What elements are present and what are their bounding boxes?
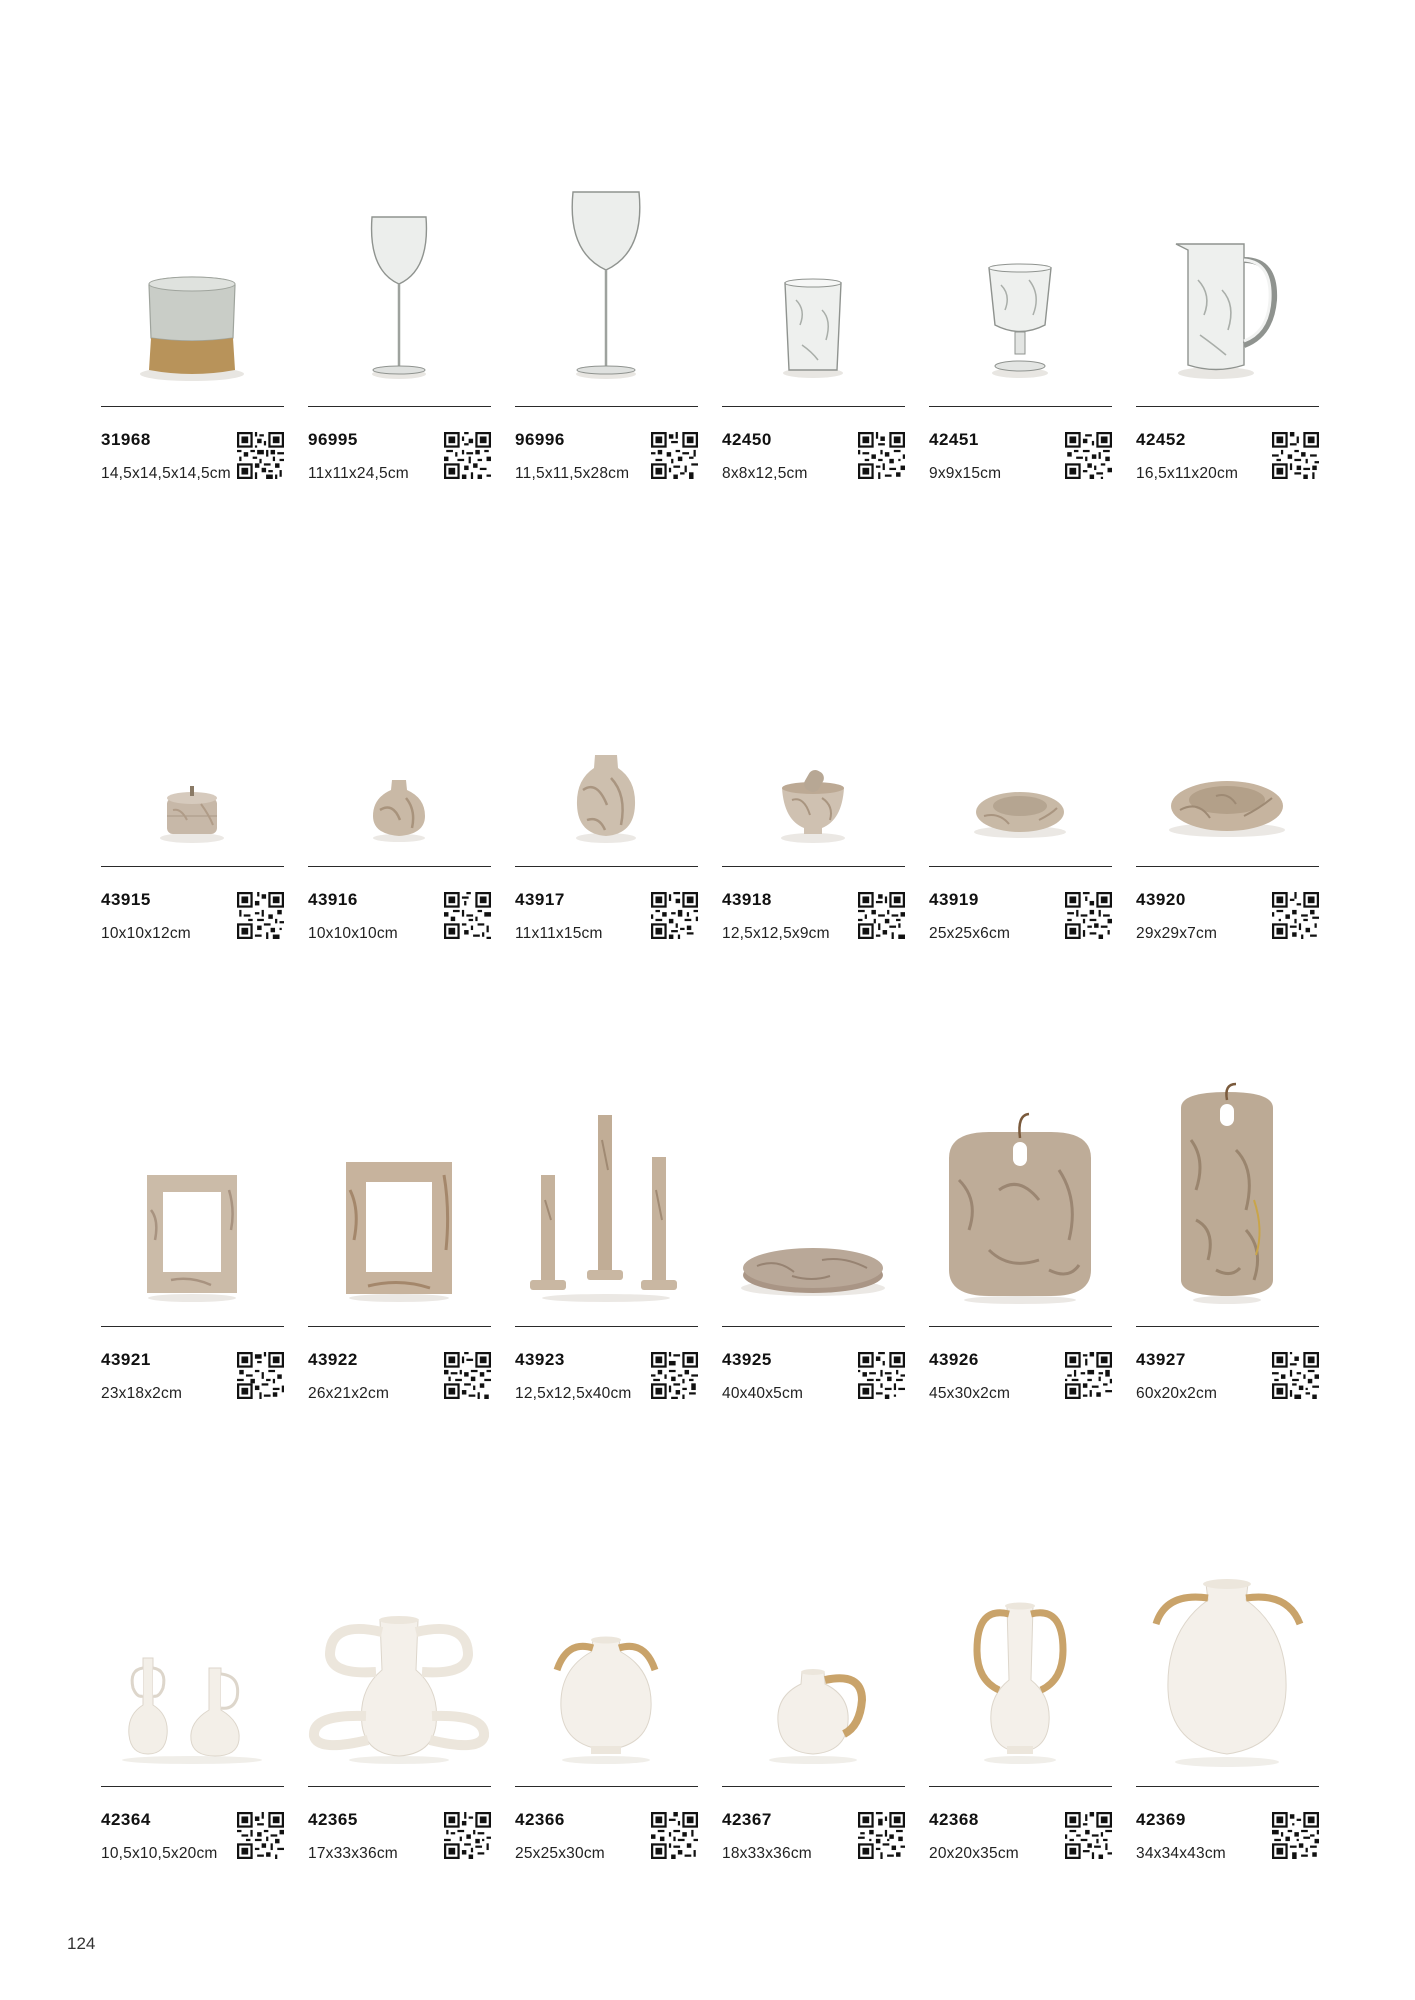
white-bud-vases-icon xyxy=(101,1540,284,1785)
product-card[interactable] xyxy=(308,1540,491,1862)
divider xyxy=(929,866,1112,867)
product-sku: 43918 xyxy=(722,890,772,909)
divider xyxy=(929,1786,1112,1787)
product-sku: 43917 xyxy=(515,890,565,909)
product-card[interactable] xyxy=(722,1080,905,1402)
product-sku: 42368 xyxy=(929,1810,979,1829)
product-card[interactable] xyxy=(308,620,491,942)
marble-candlesticks-icon xyxy=(515,1080,698,1325)
qr-code-icon[interactable] xyxy=(237,1812,284,1859)
product-dimensions: 9x9x15cm xyxy=(929,465,1002,482)
divider xyxy=(101,1786,284,1787)
divider xyxy=(929,1326,1112,1327)
qr-code-icon[interactable] xyxy=(444,1812,491,1859)
white-rattan-jug-icon xyxy=(722,1540,905,1785)
marble-mortar-pestle-icon xyxy=(722,620,905,865)
qr-code-icon[interactable] xyxy=(1272,1812,1319,1859)
product-sku: 43926 xyxy=(929,1350,979,1369)
product-card[interactable] xyxy=(929,1540,1112,1862)
product-dimensions: 11x11x24,5cm xyxy=(308,465,409,482)
product-sku: 43923 xyxy=(515,1350,565,1369)
divider xyxy=(1136,866,1319,867)
product-card[interactable] xyxy=(515,1540,698,1862)
white-handled-vase-icon xyxy=(308,1540,491,1785)
divider xyxy=(308,1786,491,1787)
product-dimensions: 45x30x2cm xyxy=(929,1385,1011,1402)
product-sku: 42365 xyxy=(308,1810,358,1829)
product-card[interactable] xyxy=(722,1540,905,1862)
product-dimensions: 29x29x7cm xyxy=(1136,925,1218,942)
marble-cutting-board-icon xyxy=(929,1080,1112,1325)
divider xyxy=(101,1326,284,1327)
product-dimensions: 12,5x12,5x40cm xyxy=(515,1385,632,1402)
product-dimensions: 25x25x30cm xyxy=(515,1845,605,1862)
product-dimensions: 40x40x5cm xyxy=(722,1385,804,1402)
qr-code-icon[interactable] xyxy=(1272,432,1319,479)
divider xyxy=(929,406,1112,407)
marble-vase-icon xyxy=(515,620,698,865)
divider xyxy=(308,866,491,867)
qr-code-icon[interactable] xyxy=(1065,892,1112,939)
product-dimensions: 10x10x12cm xyxy=(101,925,191,942)
product-dimensions: 26x21x2cm xyxy=(308,1385,390,1402)
product-sku: 42366 xyxy=(515,1810,565,1829)
product-sku: 43927 xyxy=(1136,1350,1186,1369)
product-dimensions: 10,5x10,5x20cm xyxy=(101,1845,218,1862)
divider xyxy=(101,406,284,407)
marble-serving-board-icon xyxy=(1136,1080,1319,1325)
qr-code-icon[interactable] xyxy=(1272,1352,1319,1399)
product-sku: 96995 xyxy=(308,430,358,449)
marble-lidded-box-icon xyxy=(101,620,284,865)
qr-code-icon[interactable] xyxy=(651,1812,698,1859)
product-sku: 42367 xyxy=(722,1810,772,1829)
product-sku: 43915 xyxy=(101,890,151,909)
product-sku: 31968 xyxy=(101,430,151,449)
divider xyxy=(308,406,491,407)
divider xyxy=(1136,406,1319,407)
divider xyxy=(101,866,284,867)
product-card[interactable] xyxy=(101,1540,284,1862)
product-sku: 43916 xyxy=(308,890,358,909)
marble-photo-frame-large-icon xyxy=(308,1080,491,1325)
product-dimensions: 11,5x11,5x28cm xyxy=(515,465,630,482)
product-card[interactable] xyxy=(722,160,905,482)
white-rattan-amphora-slim-icon xyxy=(929,1540,1112,1785)
product-card[interactable] xyxy=(929,620,1112,942)
divider xyxy=(1136,1786,1319,1787)
qr-code-icon[interactable] xyxy=(237,432,284,479)
wine-glass-icon xyxy=(308,160,491,405)
qr-code-icon[interactable] xyxy=(651,892,698,939)
product-row xyxy=(101,1080,1321,1402)
product-dimensions: 11x11x15cm xyxy=(515,925,603,942)
wine-glass-large-icon xyxy=(515,160,698,405)
divider xyxy=(515,1326,698,1327)
qr-code-icon[interactable] xyxy=(1065,1812,1112,1859)
product-row xyxy=(101,1540,1321,1862)
qr-code-icon[interactable] xyxy=(1065,432,1112,479)
product-sku: 96996 xyxy=(515,430,565,449)
product-sku: 42451 xyxy=(929,430,979,449)
divider xyxy=(308,1326,491,1327)
product-sku: 43922 xyxy=(308,1350,358,1369)
product-dimensions: 60x20x2cm xyxy=(1136,1385,1218,1402)
qr-code-icon[interactable] xyxy=(858,432,905,479)
product-card[interactable] xyxy=(929,1080,1112,1402)
product-card[interactable] xyxy=(515,620,698,942)
product-dimensions: 25x25x6cm xyxy=(929,925,1011,942)
embossed-goblet-icon xyxy=(929,160,1112,405)
product-card[interactable] xyxy=(929,160,1112,482)
product-card[interactable] xyxy=(101,160,284,482)
divider xyxy=(722,406,905,407)
page-number: 124 xyxy=(67,1934,96,1953)
divider xyxy=(722,1786,905,1787)
qr-code-icon[interactable] xyxy=(1272,892,1319,939)
product-sku: 42369 xyxy=(1136,1810,1186,1829)
product-sku: 43919 xyxy=(929,890,979,909)
product-card[interactable] xyxy=(515,1080,698,1402)
product-row xyxy=(101,160,1321,482)
white-rattan-amphora-large-icon xyxy=(1136,1540,1319,1785)
product-sku: 43921 xyxy=(101,1350,151,1369)
product-sku: 42452 xyxy=(1136,430,1186,449)
qr-code-icon[interactable] xyxy=(858,1812,905,1859)
embossed-tumbler-icon xyxy=(722,160,905,405)
marble-photo-frame-icon xyxy=(101,1080,284,1325)
product-card[interactable] xyxy=(1136,620,1319,942)
product-card[interactable] xyxy=(308,160,491,482)
qr-code-icon[interactable] xyxy=(444,1352,491,1399)
divider xyxy=(722,1326,905,1327)
product-dimensions: 23x18x2cm xyxy=(101,1385,183,1402)
product-card[interactable] xyxy=(101,620,284,942)
product-card[interactable] xyxy=(1136,160,1319,482)
divider xyxy=(515,866,698,867)
product-sku: 43925 xyxy=(722,1350,772,1369)
product-sku: 42450 xyxy=(722,430,772,449)
embossed-pitcher-icon xyxy=(1136,160,1319,405)
divider xyxy=(722,866,905,867)
qr-code-icon[interactable] xyxy=(651,432,698,479)
marble-small-vase-icon xyxy=(308,620,491,865)
product-card[interactable] xyxy=(101,1080,284,1402)
product-card[interactable] xyxy=(1136,1540,1319,1862)
qr-code-icon[interactable] xyxy=(858,1352,905,1399)
marble-bowl-icon xyxy=(929,620,1112,865)
marble-platter-icon xyxy=(722,1080,905,1325)
qr-code-icon[interactable] xyxy=(237,1352,284,1399)
product-card[interactable] xyxy=(1136,1080,1319,1402)
product-dimensions: 16,5x11x20cm xyxy=(1136,465,1239,482)
white-rattan-handle-vase-icon xyxy=(515,1540,698,1785)
product-dimensions: 10x10x10cm xyxy=(308,925,398,942)
product-sku: 43920 xyxy=(1136,890,1186,909)
qr-code-icon[interactable] xyxy=(1065,1352,1112,1399)
divider xyxy=(515,1786,698,1787)
divider xyxy=(1136,1326,1319,1327)
qr-code-icon[interactable] xyxy=(651,1352,698,1399)
product-card[interactable] xyxy=(515,160,698,482)
product-card[interactable] xyxy=(308,1080,491,1402)
product-row xyxy=(101,620,1321,942)
qr-code-icon[interactable] xyxy=(237,892,284,939)
product-dimensions: 18x33x36cm xyxy=(722,1845,812,1862)
product-dimensions: 14,5x14,5x14,5cm xyxy=(101,465,231,482)
product-dimensions: 8x8x12,5cm xyxy=(722,465,808,482)
product-dimensions: 12,5x12,5x9cm xyxy=(722,925,830,942)
qr-code-icon[interactable] xyxy=(444,892,491,939)
product-dimensions: 34x34x43cm xyxy=(1136,1845,1226,1862)
divider xyxy=(515,406,698,407)
glass-tealight-holder-cork-icon xyxy=(101,160,284,405)
product-sku: 42364 xyxy=(101,1810,151,1829)
qr-code-icon[interactable] xyxy=(858,892,905,939)
product-dimensions: 20x20x35cm xyxy=(929,1845,1019,1862)
product-card[interactable] xyxy=(722,620,905,942)
marble-bowl-large-icon xyxy=(1136,620,1319,865)
qr-code-icon[interactable] xyxy=(444,432,491,479)
product-dimensions: 17x33x36cm xyxy=(308,1845,398,1862)
